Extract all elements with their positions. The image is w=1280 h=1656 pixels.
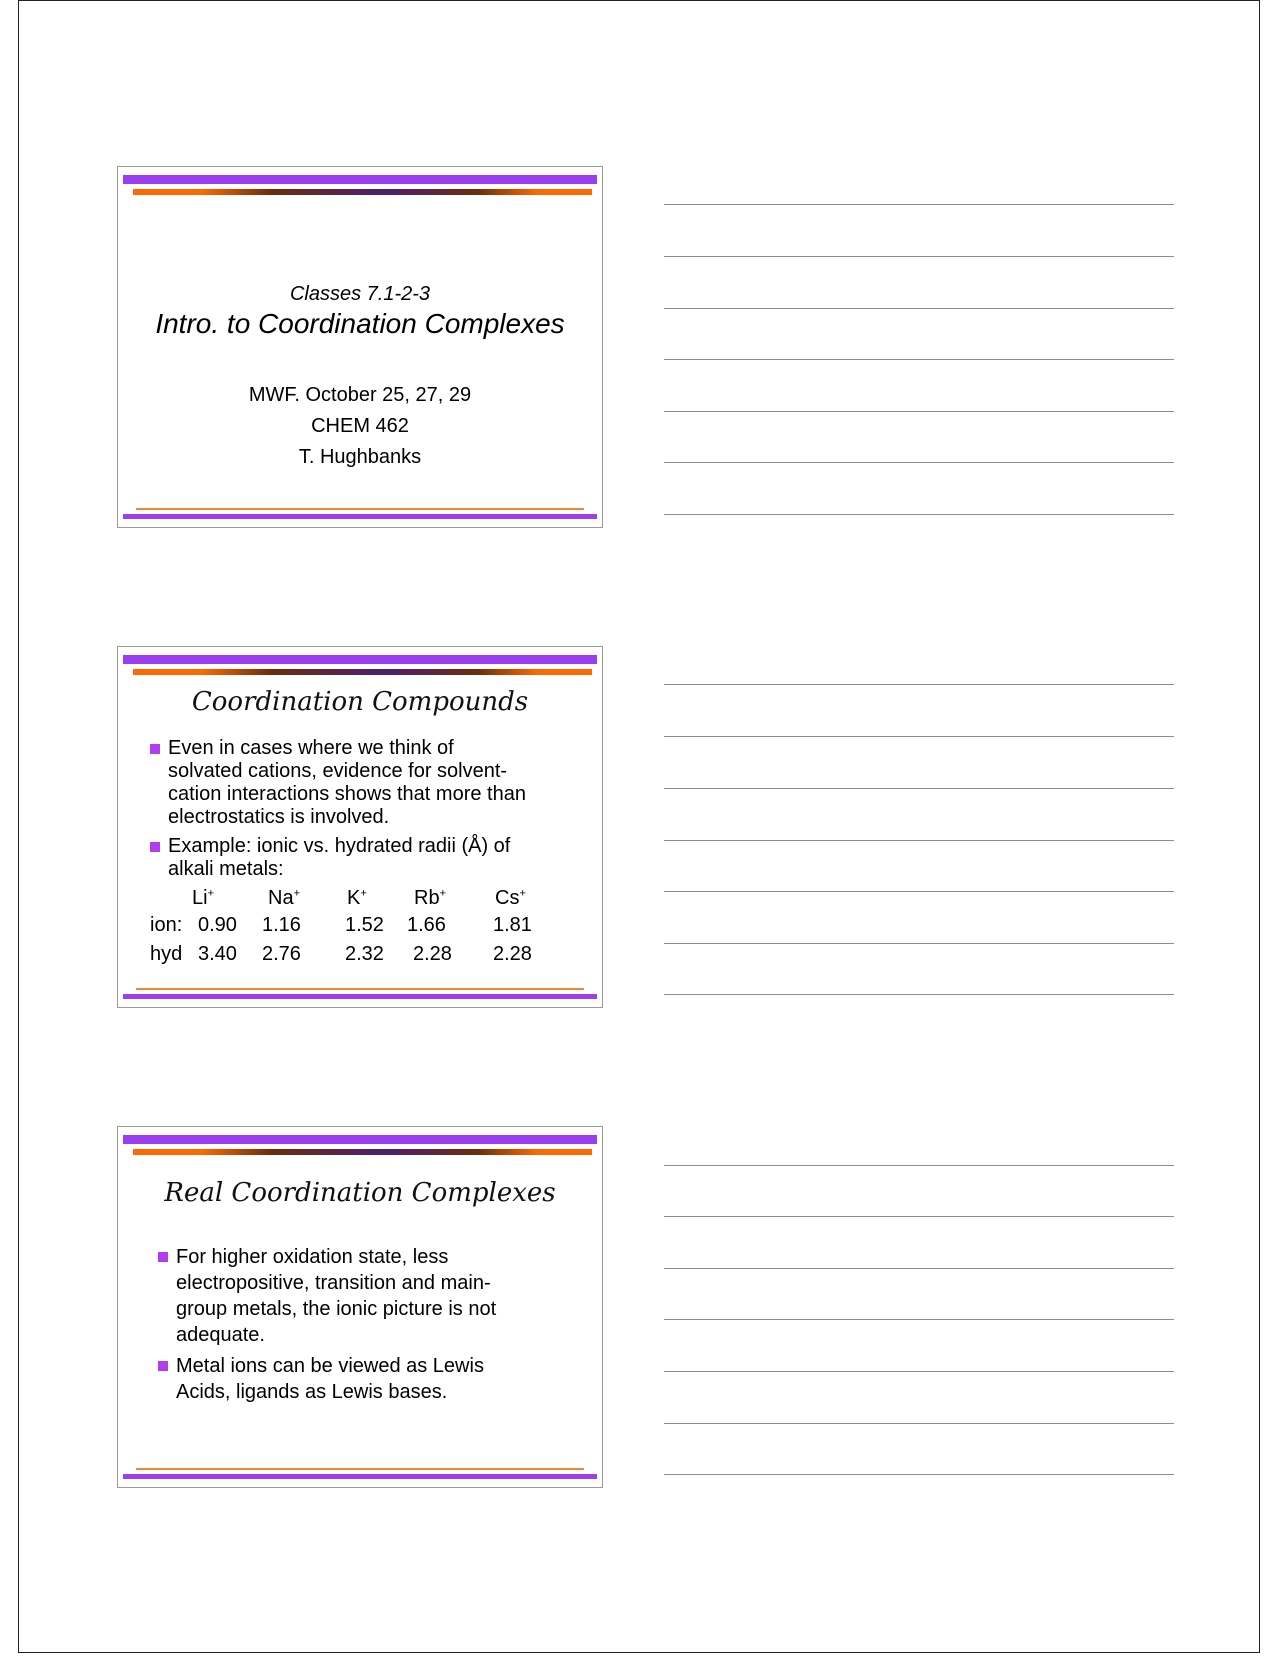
slide-title: Coordination Compounds <box>191 687 529 717</box>
note-line <box>664 994 1174 995</box>
slide-author: T. Hughbanks <box>298 446 422 468</box>
bottom-purple-bar <box>123 1474 597 1479</box>
bullet-line: For higher oxidation state, less <box>176 1246 449 1268</box>
bullet-line: alkali metals: <box>168 858 284 880</box>
bullet-line: adequate. <box>176 1324 265 1346</box>
top-orange-bar <box>133 189 592 195</box>
bullet-item <box>150 737 570 829</box>
note-line <box>664 736 1174 737</box>
bullet-line: group metals, the ionic picture is not <box>176 1298 497 1320</box>
note-line <box>664 462 1174 463</box>
note-line <box>664 840 1174 841</box>
table-header: Li+ <box>192 887 215 909</box>
bullet-line: cation interactions shows that more than <box>168 783 526 805</box>
table-header: Na+ <box>268 887 301 909</box>
note-line <box>664 1423 1174 1424</box>
slide-1 <box>117 166 603 528</box>
bottom-orange-bar <box>136 988 584 990</box>
table-header: Cs+ <box>495 887 526 909</box>
row-label: ion: <box>150 914 183 936</box>
note-line <box>664 1268 1174 1269</box>
note-line <box>664 943 1174 944</box>
bullet-line: electropositive, transition and main- <box>176 1272 491 1294</box>
table-cell: 2.32 <box>345 943 384 965</box>
table-cell: 2.76 <box>262 943 301 965</box>
note-line <box>664 514 1174 515</box>
note-line <box>664 1319 1174 1320</box>
table-cell: 2.28 <box>413 943 452 965</box>
table-cell: 1.16 <box>262 914 301 936</box>
table-cell: 1.52 <box>345 914 384 936</box>
table-header: K+ <box>347 887 367 909</box>
table-cell: 0.90 <box>198 914 237 936</box>
bullet-icon <box>158 1252 168 1262</box>
bottom-orange-bar <box>136 1468 584 1470</box>
top-purple-bar <box>123 1135 597 1144</box>
note-line <box>664 1165 1174 1166</box>
slide-date: MWF. October 25, 27, 29 <box>248 384 472 406</box>
table-cell: 1.66 <box>407 914 446 936</box>
bullet-line: Acids, ligands as Lewis bases. <box>176 1381 448 1403</box>
bullet-item <box>150 835 570 881</box>
bullet-line: electrostatics is involved. <box>168 806 390 828</box>
note-line <box>664 1474 1174 1475</box>
top-orange-bar <box>133 669 592 675</box>
table-header: Rb+ <box>414 887 447 909</box>
note-line <box>664 359 1174 360</box>
slide-title: Intro. to Coordination Complexes <box>155 308 565 339</box>
bullet-item <box>158 1353 558 1405</box>
bullet-item <box>158 1244 558 1348</box>
bullet-icon <box>150 842 160 852</box>
bullet-line: Even in cases where we think of <box>168 737 454 759</box>
note-line <box>664 411 1174 412</box>
slide-course: CHEM 462 <box>311 415 409 437</box>
bottom-purple-bar <box>123 514 597 519</box>
bottom-orange-bar <box>136 508 584 510</box>
note-line <box>664 684 1174 685</box>
table-cell: 3.40 <box>198 943 237 965</box>
table-cell: 1.81 <box>493 914 532 936</box>
top-purple-bar <box>123 175 597 184</box>
bullet-line: Example: ionic vs. hydrated radii (Å) of <box>168 835 511 857</box>
row-label: hyd <box>150 943 183 965</box>
bullet-line: solvated cations, evidence for solvent- <box>168 760 508 782</box>
radii-table <box>118 887 604 967</box>
slide-title: Real Coordination Complexes <box>164 1178 556 1208</box>
note-line <box>664 308 1174 309</box>
note-line <box>664 204 1174 205</box>
slide-2 <box>117 646 603 1008</box>
note-line <box>664 1216 1174 1217</box>
bullet-icon <box>150 744 160 754</box>
slide-3 <box>117 1126 603 1488</box>
note-line <box>664 891 1174 892</box>
top-orange-bar <box>133 1149 592 1155</box>
top-purple-bar <box>123 655 597 664</box>
bottom-purple-bar <box>123 994 597 999</box>
note-line <box>664 256 1174 257</box>
note-line <box>664 1371 1174 1372</box>
bullet-line: Metal ions can be viewed as Lewis <box>176 1355 484 1377</box>
note-line <box>664 788 1174 789</box>
table-cell: 2.28 <box>493 943 532 965</box>
slide-subtitle: Classes 7.1-2-3 <box>289 283 431 305</box>
bullet-icon <box>158 1361 168 1371</box>
